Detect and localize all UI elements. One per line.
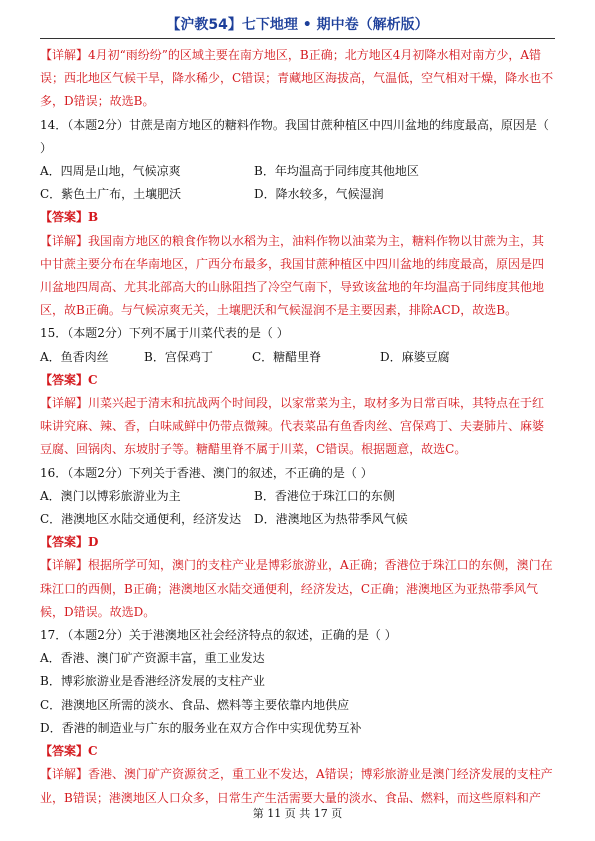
- question-14-options: [40, 160, 555, 206]
- q15-option-c: C．糖醋里脊: [252, 349, 322, 364]
- q15-option-d: D．麻婆豆腐: [380, 349, 450, 364]
- question-16-stem: 16．（本题2分）下列关于香港、澳门的叙述，不正确的是（ ）: [40, 465, 373, 480]
- question-15-options: [40, 346, 555, 369]
- q17-option-d: D．香港的制造业与广东的服务业在双方合作中实现优势互补: [40, 720, 362, 735]
- header-divider: [40, 38, 555, 39]
- q17-answer: 【答案】C: [40, 744, 98, 759]
- q16-option-c: C．港澳地区水陆交通便利，经济发达: [40, 512, 242, 527]
- q15-detail: 【详解】川菜兴起于清末和抗战两个时间段，以家常菜为主，取材多为日常百味，其特点在于红味讲究麻、辣、香，白味咸鲜中仍带点微辣。代表菜品有鱼香肉丝、宫保鸡丁、夫妻肺片、麻婆豆腐、回锅肉、东坡肘子等。糖醋里脊不属于川菜，C错误。根据题意，故选C。: [40, 396, 545, 457]
- q16-option-d: D．港澳地区为热带季风气候: [254, 512, 408, 527]
- q14-option-c: C．紫色土广布，土壤肥沃: [40, 187, 182, 202]
- q14-option-a: A．四周是山地，气候凉爽: [40, 164, 181, 179]
- q16-option-a: A．澳门以博彩旅游业为主: [40, 488, 181, 503]
- question-14-stem: 14．（本题2分）甘蔗是南方地区的糖料作物。我国甘蔗种植区中四川盆地的纬度最高，原因是（ ）: [40, 117, 549, 155]
- page-number: 第 11 页 共 17 页: [252, 807, 343, 820]
- q17-option-c: C．港澳地区所需的淡水、食品、燃料等主要依靠内地供应: [40, 697, 350, 712]
- page-content: [40, 44, 555, 810]
- page-header-title: 【沪教54】七下地理 • 期中卷（解析版）: [166, 17, 429, 33]
- question-17-stem: 17．（本题2分）关于港澳地区社会经济特点的叙述，正确的是（ ）: [40, 628, 397, 643]
- q16-detail: 【详解】根据所学可知，澳门的支柱产业是博彩旅游业，A正确；香港位于珠江口的东侧，澳门在珠江口的西侧，B正确；港澳地区水陆交通便利，经济发达，C正确；港澳地区为亚热带季风气候，D错误。故选D。: [40, 558, 553, 619]
- q14-option-d: D．降水较多，气候湿润: [254, 187, 384, 202]
- q16-option-b: B．香港位于珠江口的东侧: [254, 488, 395, 503]
- question-15-stem: 15．（本题2分）下列不属于川菜代表的是（ ）: [40, 326, 289, 341]
- q16-answer: 【答案】D: [40, 535, 99, 550]
- question-16-options: [40, 485, 555, 531]
- q17-option-a: A．香港、澳门矿产资源丰富，重工业发达: [40, 651, 265, 666]
- q14-answer: 【答案】B: [40, 210, 99, 225]
- q14-option-b: B．年均温高于同纬度其他地区: [254, 164, 419, 179]
- q15-option-a: A．鱼香肉丝: [40, 349, 109, 364]
- q17-detail: 【详解】香港、澳门矿产资源贫乏，重工业不发达，A错误；博彩旅游业是澳门经济发展的支柱产业，B错误；港澳地区人口众多，日常生产生活需要大量的淡水、食品、燃料，而这些原料和产: [40, 767, 553, 805]
- q17-option-b: B．博彩旅游业是香港经济发展的支柱产业: [40, 674, 265, 689]
- q15-option-b: B．宫保鸡丁: [144, 349, 213, 364]
- q15-answer: 【答案】C: [40, 372, 98, 387]
- prev-question-detail: 【详解】4月初“雨纷纷”的区域主要在南方地区，B正确；北方地区4月初降水相对南方少，A错误；西北地区气候干旱，降水稀少，C错误；青藏地区海拔高，气温低，空气相对干燥，降水也不多，D错误；故选B。: [40, 48, 554, 109]
- q14-detail: 【详解】我国南方地区的粮食作物以水稻为主，油料作物以油菜为主，糖料作物以甘蔗为主，其中甘蔗主要分布在华南地区，广西分布最多，我国甘蔗种植区中四川盆地的纬度最高，原因是四川盆地四周高、尤其北部高大的山脉阻挡了冷空气南下，导致该盆地的年均温高于同纬度其他地区，故B正确。与气候凉爽无关，土壤肥沃和气候湿润不是主要因素，排除ACD，故选B。: [40, 233, 545, 318]
